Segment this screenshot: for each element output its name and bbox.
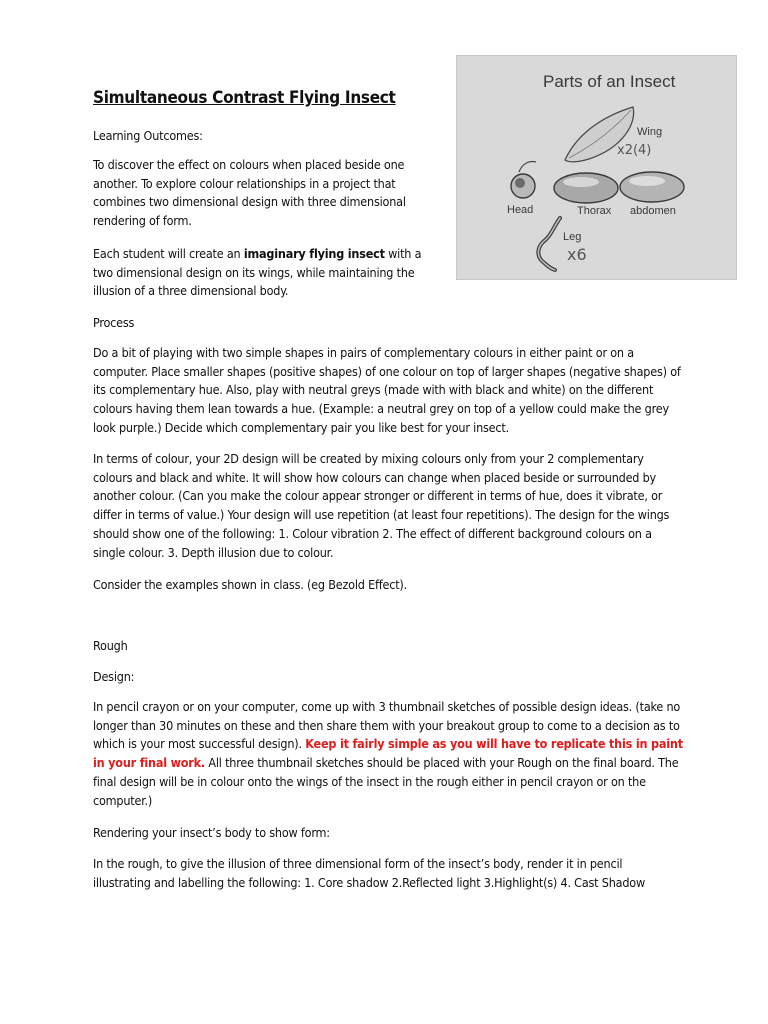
rendering-heading: Rendering your insect’s body to show form: [93, 825, 330, 840]
design-text-before: In pencil crayon or on your computer, come up with 3 thumbnail sketches of possible design ideas. (take no longer than 30 minutes on these and then share them with your breakout group to come to a decision as to which is your most successful design). [93, 699, 681, 752]
process-paragraph-2: In terms of colour, your 2D design will be created by mixing colours only from your 2 complementary colours and black and white. It will show how colours can change when placed beside or surrounded by another colour. (Can you make the colour appear stronger or different in terms of hue, does it vibrate, or differ in terms of value.) Your design will use repetition (at least four repetitions). The design for the wings should show one of the following: 1. Colour vibration 2. The effect of different background colours on a single colour. 3. Depth illusion due to colour. [93, 451, 670, 560]
head-icon [511, 161, 536, 198]
wing-count: x2(4) [617, 143, 652, 158]
student-text-after: with a two dimensional design on its wings, while maintaining the illusion of a three dimensional body. [93, 246, 422, 299]
rendering-paragraph: In the rough, to give the illusion of three dimensional form of the insect’s body, render it in pencil illustrating and labelling the following: 1. Core shadow 2.Reflected light 3.Highlight(s) 4. Cast Shadow [93, 856, 645, 890]
process-paragraph-1: Do a bit of playing with two simple shapes in pairs of complementary colours in either paint or on a computer. Place smaller shapes (positive shapes) of one colour on top of larger shapes (negative shapes) of its complementary hue. Also, play with neutral greys (made with with black and white) on the different colours having them lean towards a hue. (Example: a neutral grey on top of a yellow could make the grey look purple.) Decide which complementary pair you like best for your insect. [93, 345, 681, 435]
abdomen-label: abdomen [630, 205, 676, 217]
learning-outcomes-heading: Learning Outcomes: [93, 128, 203, 143]
process-paragraph-3: Consider the examples shown in class. (eg Bezold Effect). [93, 577, 407, 592]
leg-count: x6 [567, 245, 587, 264]
process-heading: Process [93, 315, 135, 330]
figure-title: Parts of an Insect [543, 72, 676, 91]
thorax-label: Thorax [577, 205, 612, 217]
student-text-before: Each student will create an [93, 246, 244, 261]
leg-icon [538, 218, 560, 270]
design-heading: Design: [93, 669, 135, 684]
thorax-icon [554, 173, 618, 203]
abdomen-icon [620, 172, 684, 202]
design-text-after: All three thumbnail sketches should be placed with your Rough on the final board. The final design will be in colour onto the wings of the insect in the rough either in pencil crayon or on the computer.) [93, 755, 679, 808]
wing-label: Wing [637, 126, 663, 138]
head-label: Head [507, 204, 534, 216]
insect-parts-figure [456, 55, 737, 280]
design-text-red: Keep it fairly simple as you will have to replicate this in paint in your final work. [93, 736, 683, 771]
design-paragraph [93, 698, 683, 810]
student-text-bold: imaginary flying insect [243, 246, 385, 261]
student-paragraph [93, 245, 433, 301]
rough-heading: Rough [93, 638, 128, 653]
leg-label: Leg [563, 231, 582, 243]
document-title: Simultaneous Contrast Flying Insect [93, 88, 396, 108]
learning-outcomes-text: To discover the effect on colours when placed beside one another. To explore colour relationships in a project that combines two dimensional design with three dimensional rendering of form. [93, 157, 406, 229]
